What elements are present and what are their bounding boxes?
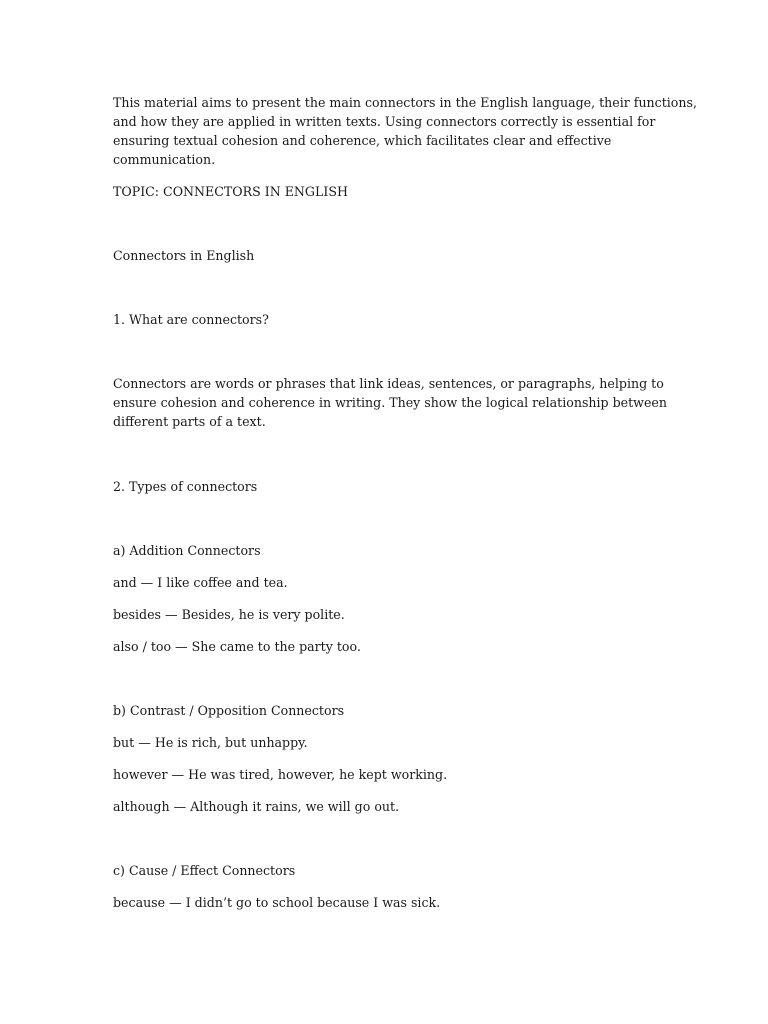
section-1-title: 1. What are connectors? [113,312,269,327]
intro-line-3: ensuring textual cohesion and coherence, which facilitates clear and effective [113,133,612,148]
document-heading: Connectors in English [113,248,255,263]
section-2-title: 2. Types of connectors [113,479,258,494]
intro-line-1: This material aims to present the main connectors in the English language, their functions, [113,95,697,110]
cause-title: c) Cause / Effect Connectors [113,863,296,878]
addition-example-2: besides — Besides, he is very polite. [113,607,345,622]
definition-line-2: ensure cohesion and coherence in writing. They show the logical relationship between [113,395,667,410]
addition-example-1: and — I like coffee and tea. [113,575,288,590]
addition-title: a) Addition Connectors [113,543,261,558]
contrast-title: b) Contrast / Opposition Connectors [113,703,345,718]
contrast-example-1: but — He is rich, but unhappy. [113,735,308,750]
intro-line-2: and how they are applied in written texts. Using connectors correctly is essential for [113,114,656,129]
addition-example-3: also / too — She came to the party too. [113,639,361,654]
definition-line-1: Connectors are words or phrases that link ideas, sentences, or paragraphs, helping to [113,376,664,391]
intro-line-4: communication. [113,152,216,167]
definition-line-3: different parts of a text. [113,414,266,429]
topic-line: TOPIC: CONNECTORS IN ENGLISH [113,184,348,199]
contrast-example-3: although — Although it rains, we will go out. [113,799,400,814]
contrast-example-2: however — He was tired, however, he kept working. [113,767,448,782]
cause-example-1: because — I didn’t go to school because I was sick. [113,895,441,910]
